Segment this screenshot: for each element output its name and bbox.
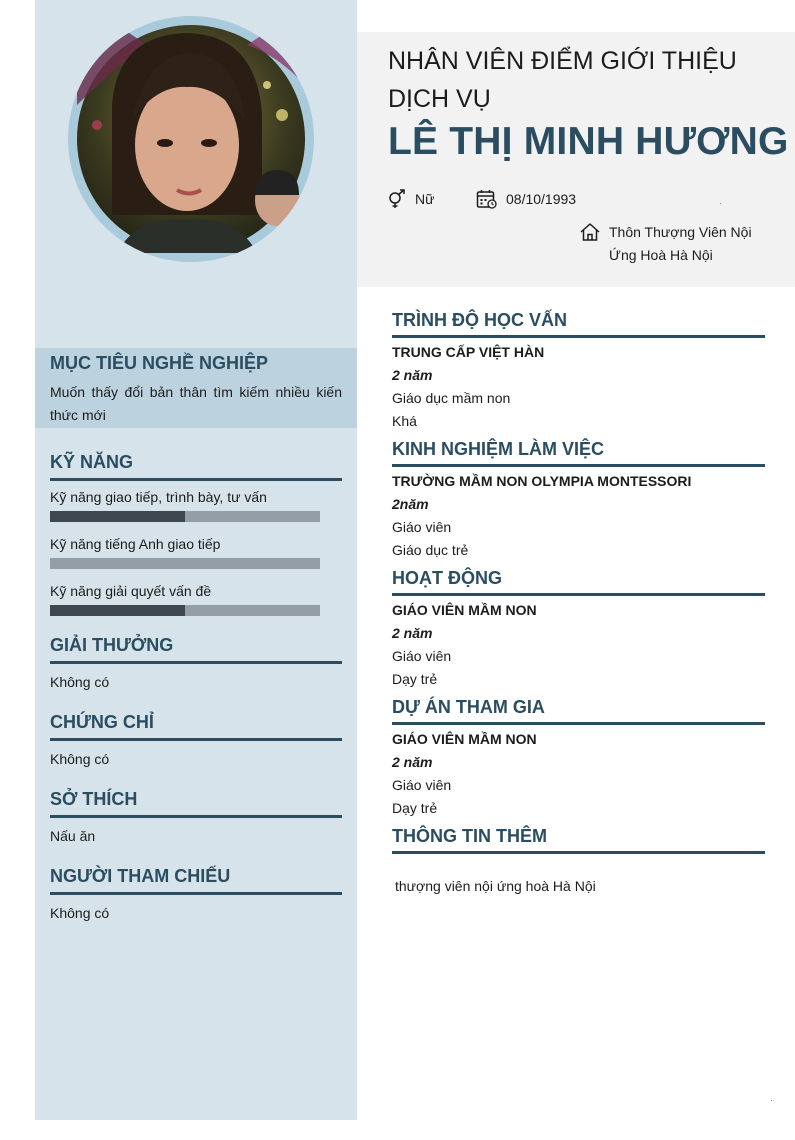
- references-title: NGƯỜI THAM CHIẾU: [50, 866, 342, 895]
- skill-level-fill: [50, 605, 185, 616]
- header: [357, 32, 795, 287]
- experience-description: Giáo dục trẻ: [392, 542, 469, 558]
- gender-value: Nữ: [415, 191, 435, 207]
- job-title: NHÂN VIÊN ĐIỂM GIỚI THIỆU DỊCH VỤ: [388, 47, 737, 113]
- projects-role: Giáo viên: [392, 777, 452, 793]
- home-icon: [579, 222, 601, 242]
- skill-level-fill: [50, 511, 185, 522]
- objective-title: MỤC TIÊU NGHỀ NGHIỆP: [50, 353, 269, 373]
- projects-title: DỰ ÁN THAM GIA: [392, 697, 765, 725]
- projects-org: GIÁO VIÊN MẦM NON: [392, 731, 537, 747]
- objective-text: Muốn thấy đổi bản thân tìm kiếm nhiều kiến thức mới: [50, 384, 342, 423]
- activities-org: GIÁO VIÊN MẦM NON: [392, 602, 537, 618]
- experience-time: 2năm: [392, 496, 429, 512]
- experience-title: KINH NGHIỆM LÀM VIỆC: [392, 439, 765, 467]
- profile-photo: [77, 25, 305, 253]
- calendar-icon: [476, 189, 498, 209]
- skill-name: Kỹ năng giải quyết vấn đề: [50, 583, 212, 599]
- experience-position: Giáo viên: [392, 519, 452, 535]
- objective-section: [35, 348, 357, 428]
- skill-name: Kỹ năng giao tiếp, trình bày, tư vấn: [50, 489, 267, 505]
- education-time: 2 năm: [392, 367, 433, 383]
- education-grade: Khá: [392, 413, 417, 429]
- projects-section: [392, 697, 765, 820]
- education-title: TRÌNH ĐỘ HỌC VẤN: [392, 310, 765, 338]
- education-major: Giáo dục mầm non: [392, 390, 511, 406]
- education-org: TRUNG CẤP VIỆT HÀN: [392, 344, 545, 360]
- projects-description: Dạy trẻ: [392, 800, 438, 816]
- activities-role: Giáo viên: [392, 648, 452, 664]
- skill-name: Kỹ năng tiếng Anh giao tiếp: [50, 536, 221, 552]
- decor-dot: [771, 1100, 772, 1101]
- certificates-text: Không có: [50, 751, 110, 767]
- gender-icon: [387, 189, 407, 209]
- full-name: LÊ THỊ MINH HƯƠNG: [388, 120, 789, 163]
- awards-section: [50, 635, 342, 693]
- projects-time: 2 năm: [392, 754, 433, 770]
- activities-title: HOẠT ĐỘNG: [392, 568, 765, 596]
- extra-info-text: thượng viên nội ứng hoà Hà Nội: [395, 878, 596, 894]
- skill-item: [50, 534, 342, 569]
- skill-bar: [50, 605, 320, 616]
- extra-info-section: [392, 826, 765, 854]
- skill-item: [50, 581, 342, 616]
- awards-title: GIẢI THƯỞNG: [50, 635, 342, 664]
- activities-time: 2 năm: [392, 625, 433, 641]
- avatar: [68, 16, 314, 262]
- references-text: Không có: [50, 905, 110, 921]
- hobbies-text: Nấu ăn: [50, 828, 96, 844]
- address-line-1: Thôn Thượng Viên Nội: [609, 224, 752, 240]
- references-section: [50, 866, 342, 924]
- education-section: [392, 310, 765, 433]
- activities-description: Dạy trẻ: [392, 671, 438, 687]
- address-info: [579, 222, 752, 267]
- dob-value: 08/10/1993: [506, 191, 577, 207]
- dob-info: [476, 189, 576, 209]
- certificates-section: [50, 712, 342, 770]
- skill-bar: [50, 511, 320, 522]
- experience-org: TRƯỜNG MẦM NON OLYMPIA MONTESSORI: [392, 473, 692, 489]
- skill-item: [50, 487, 342, 522]
- activities-section: [392, 568, 765, 691]
- decor-dot: [720, 203, 721, 204]
- gender-info: [387, 189, 434, 209]
- awards-text: Không có: [50, 674, 110, 690]
- hobbies-title: SỞ THÍCH: [50, 789, 342, 818]
- skill-bar: [50, 558, 320, 569]
- certificates-title: CHỨNG CHỈ: [50, 712, 342, 741]
- skills-section: [50, 452, 342, 616]
- address-line-2: Ứng Hoà Hà Nội: [609, 247, 713, 263]
- extra-info-title: THÔNG TIN THÊM: [392, 826, 765, 854]
- skills-title: KỸ NĂNG: [50, 452, 342, 481]
- hobbies-section: [50, 789, 342, 847]
- experience-section: [392, 439, 765, 562]
